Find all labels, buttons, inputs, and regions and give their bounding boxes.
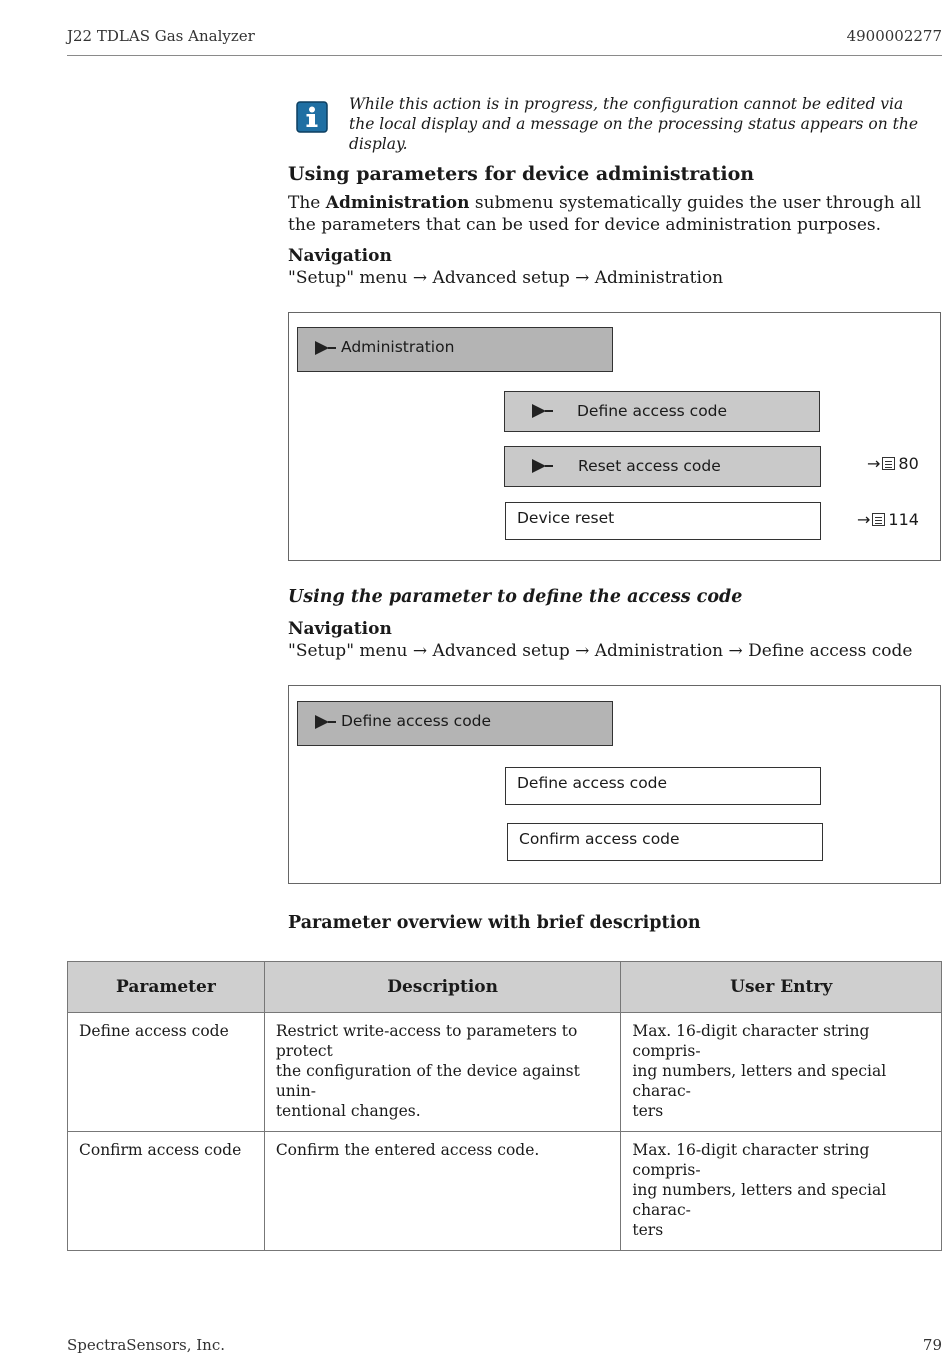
menu-root-label: Define access code [341, 712, 492, 730]
description-line: tentional changes. [275, 1102, 421, 1120]
parameter-label: Confirm access code [519, 830, 680, 848]
define-access-code-diagram [288, 685, 941, 884]
page-number: 79 [922, 1336, 942, 1354]
submenu-arrow-icon [314, 340, 336, 356]
book-icon [872, 513, 885, 526]
book-icon [882, 457, 895, 470]
user-entry-line: Max. 16-digit character string compris- [632, 1141, 870, 1179]
parameter-cell: Define access code [68, 1013, 265, 1132]
column-header-user-entry: User Entry [621, 962, 942, 1013]
parameter-overview-table [67, 961, 942, 1251]
submenu-arrow-icon [314, 714, 336, 730]
navigation-label: Navigation [288, 246, 392, 266]
table-row [68, 1013, 942, 1132]
info-icon [296, 101, 328, 133]
menu-item-label: Reset access code [578, 457, 721, 475]
intro-text-end: submenu systematically guides the user through all the parameters that can be used for device administration purposes. [288, 193, 922, 235]
user-entry-cell [621, 1132, 942, 1251]
menu-root-administration [297, 327, 613, 372]
navigation-label: Navigation [288, 619, 392, 639]
parameter-label: Define access code [517, 774, 668, 792]
user-entry-line: ters [632, 1221, 664, 1239]
intro-bold-term: Administration [325, 193, 470, 213]
table-row [68, 1132, 942, 1251]
menu-item-label: Device reset [517, 509, 615, 527]
section-heading-administration: Using parameters for device administration [288, 163, 755, 185]
footer-company: SpectraSensors, Inc. [67, 1336, 225, 1354]
description-line: Confirm the entered access code. [275, 1141, 540, 1159]
description-line: Restrict write-access to parameters to protect [275, 1022, 578, 1060]
column-header-description: Description [264, 962, 621, 1013]
info-note-text: While this action is in progress, the configuration cannot be edited via the local display and a message on the processing status appears on the display. [349, 95, 919, 153]
user-entry-line: ing numbers, letters and special charac- [632, 1062, 887, 1100]
arrow-right-icon: → [857, 510, 871, 529]
running-header-title: J22 TDLAS Gas Analyzer [67, 27, 255, 45]
parameter-cell: Confirm access code [68, 1132, 265, 1251]
administration-menu-diagram [288, 312, 941, 561]
menu-item-label: Define access code [577, 402, 728, 420]
navigation-path: "Setup" menu → Advanced setup → Administration [288, 268, 724, 288]
menu-item-define-access-code [504, 391, 820, 432]
table-header-row [68, 962, 942, 1013]
submenu-arrow-icon [531, 458, 553, 474]
user-entry-line: ters [632, 1102, 664, 1120]
page-number: 114 [888, 510, 919, 529]
description-cell [264, 1013, 621, 1132]
description-line: the configuration of the device against unin- [275, 1062, 580, 1100]
menu-item-device-reset [505, 502, 821, 540]
document-number: 4900002277 [846, 27, 942, 45]
subsection-heading-define-access-code: Using the parameter to define the access code [288, 587, 743, 607]
user-entry-cell [621, 1013, 942, 1132]
menu-root-label: Administration [341, 338, 455, 356]
navigation-path: "Setup" menu → Advanced setup → Administration → Define access code [288, 641, 913, 661]
page-number: 80 [898, 454, 919, 473]
header-rule [67, 55, 942, 56]
user-entry-line: Max. 16-digit character string compris- [632, 1022, 870, 1060]
parameter-confirm-access-code [507, 823, 823, 861]
menu-root-define-access-code [297, 701, 613, 746]
page-reference-114[interactable] [857, 510, 919, 529]
menu-item-reset-access-code [504, 446, 821, 487]
submenu-arrow-icon [531, 403, 553, 419]
overview-heading: Parameter overview with brief description [288, 913, 701, 933]
section-intro [288, 192, 928, 236]
parameter-define-access-code [505, 767, 821, 805]
page-reference-80[interactable] [867, 454, 919, 473]
arrow-right-icon: → [867, 454, 881, 473]
column-header-parameter: Parameter [68, 962, 265, 1013]
description-cell [264, 1132, 621, 1251]
intro-text-start: The [288, 193, 326, 213]
user-entry-line: ing numbers, letters and special charac- [632, 1181, 887, 1219]
